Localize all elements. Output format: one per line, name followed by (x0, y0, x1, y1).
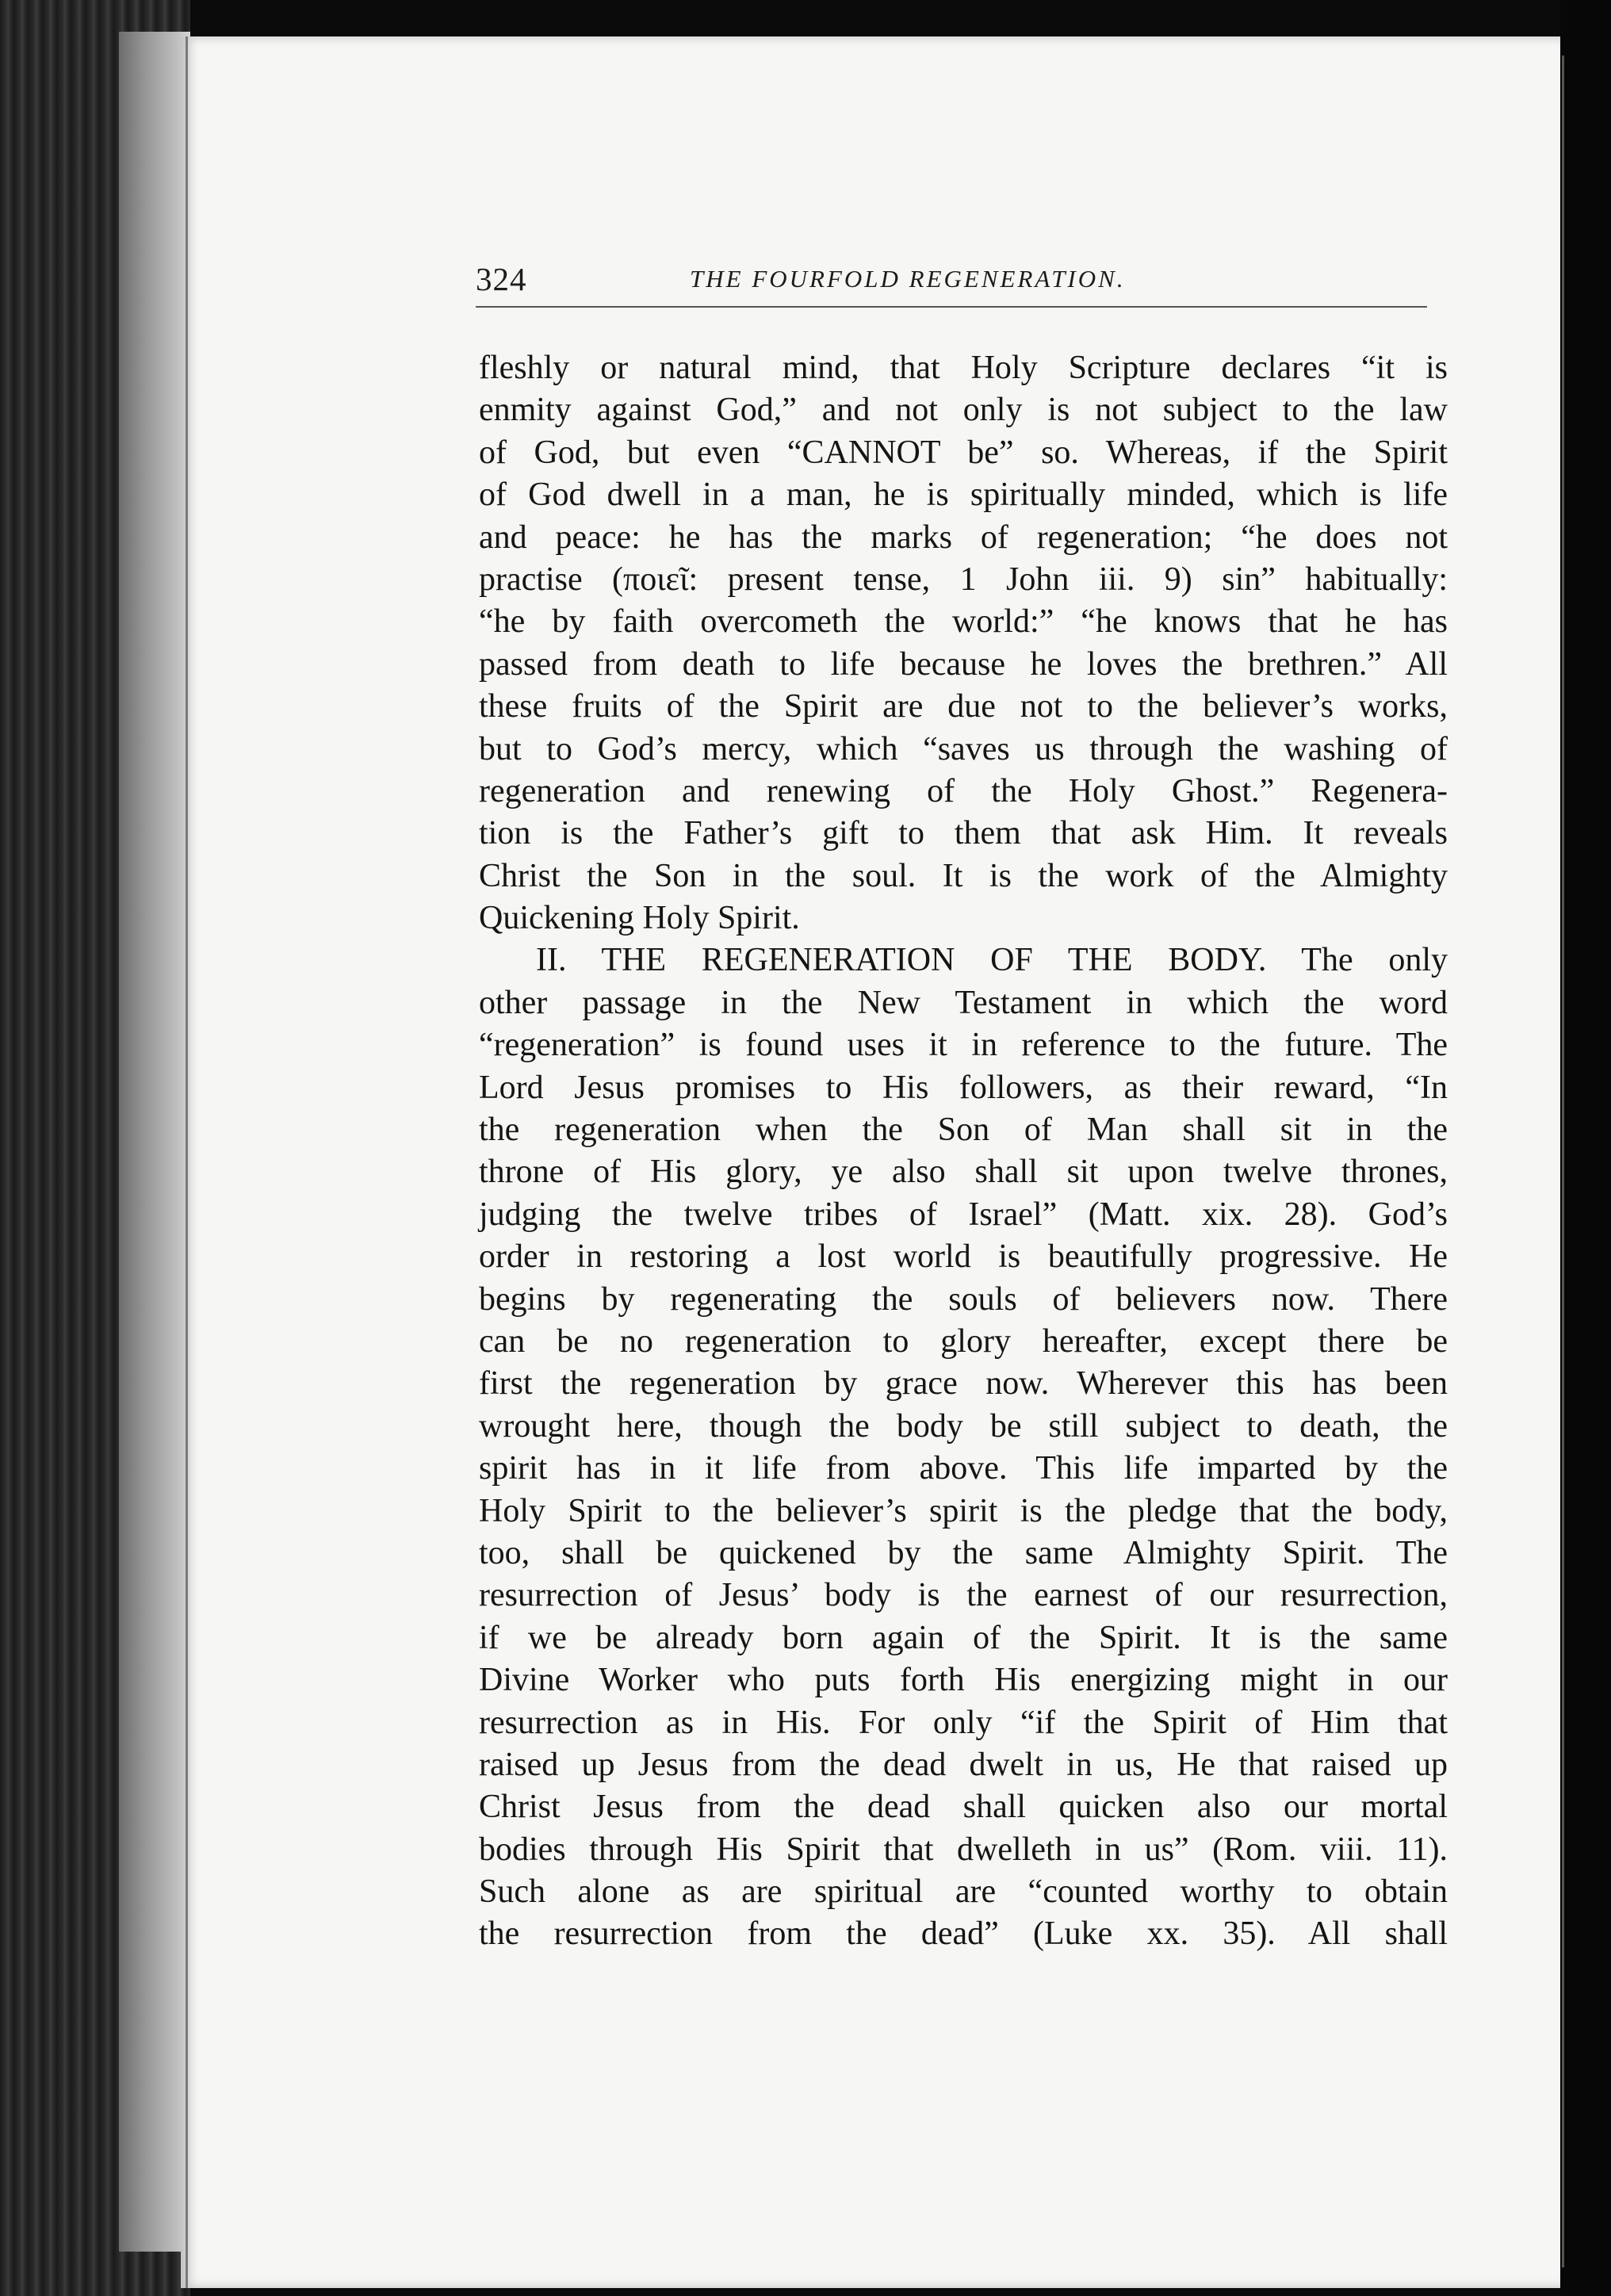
text-line: throne of His glory, ye also shall sit upon twelve thrones, (479, 1154, 1448, 1191)
text-line: passed from death to life because he loves the brethren.” All (479, 645, 1448, 683)
text-line: the regeneration when the Son of Man shall sit in the (479, 1112, 1448, 1149)
text-line: enmity against God,” and not only is not subject to the law (479, 392, 1448, 429)
text-line: regeneration and renewing of the Holy Ghost.” Regenera- (479, 772, 1448, 809)
text-line: raised up Jesus from the dead dwelt in us, He that raised up (479, 1746, 1448, 1783)
text-line: of God, but even “CANNOT be” so. Whereas, if the Spirit (479, 434, 1448, 471)
text-line: order in restoring a lost world is beautifully progressive. He (479, 1238, 1448, 1276)
text-line: of God dwell in a man, he is spiritually minded, which is life (479, 476, 1448, 514)
text-line: other passage in the New Testament in which the word (479, 984, 1448, 1021)
text-line: and peace: he has the marks of regeneration; “he does not (479, 519, 1448, 556)
text-line: Christ Jesus from the dead shall quicken also our mortal (479, 1789, 1448, 1826)
text-line: the resurrection from the dead” (Luke xx. 35). All shall (479, 1915, 1448, 1953)
text-line: Christ the Son in the soul. It is the work of the Almighty (479, 857, 1448, 894)
header-rule (476, 306, 1427, 308)
text-line: if we be already born again of the Spirit. It is the same (479, 1619, 1448, 1656)
section-heading-line: II. THE REGENERATION OF THE BODY. The only (536, 942, 1448, 979)
text-line: but to God’s mercy, which “saves us through the washing of (479, 730, 1448, 767)
body-text (479, 347, 1448, 1956)
running-header (476, 260, 1427, 308)
text-line: Holy Spirit to the believer’s spirit is the pledge that the body, (479, 1492, 1448, 1529)
text-line: tion is the Father’s gift to them that ask Him. It reveals (479, 815, 1448, 852)
text-line: judging the twelve tribes of Israel” (Matt. xix. 28). God’s (479, 1196, 1448, 1233)
text-line: practise (ποιεῖ: present tense, 1 John iii. 9) sin” habitually: (479, 561, 1448, 598)
text-line: fleshly or natural mind, that Holy Scripture declares “it is (479, 350, 1448, 386)
text-line: Quickening Holy Spirit. (479, 900, 800, 937)
text-line: resurrection as in His. For only “if the Spirit of Him that (479, 1704, 1448, 1741)
text-line: Lord Jesus promises to His followers, as their reward, “In (479, 1069, 1448, 1106)
text-line: first the regeneration by grace now. Wherever this has been (479, 1365, 1448, 1402)
text-line: wrought here, though the body be still subject to death, the (479, 1407, 1448, 1445)
text-line: can be no regeneration to glory hereafter, except there be (479, 1322, 1448, 1360)
text-line: too, shall be quickened by the same Almighty Spirit. The (479, 1534, 1448, 1571)
text-line: resurrection of Jesus’ body is the earnest of our resurrection, (479, 1577, 1448, 1614)
text-line: bodies through His Spirit that dwelleth in us” (Rom. viii. 11). (479, 1831, 1448, 1868)
page-edges (0, 0, 190, 2296)
text-line: “regeneration” is found uses it in reference to the future. The (479, 1027, 1448, 1064)
text-line: spirit has in it life from above. This life imparted by the (479, 1450, 1448, 1487)
page-number: 324 (476, 261, 527, 297)
text-line: Such alone as are spiritual are “counted worthy to obtain (479, 1873, 1448, 1911)
text-line: Divine Worker who puts forth His energizing might in our (479, 1662, 1448, 1699)
running-title: THE FOURFOLD REGENERATION. (690, 265, 1126, 293)
text-line: begins by regenerating the souls of believers now. There (479, 1280, 1448, 1318)
text-line: these fruits of the Spirit are due not to the believer’s works, (479, 688, 1448, 725)
text-line: “he by faith overcometh the world:” “he knows that he has (479, 603, 1448, 641)
facing-page-edge (1560, 0, 1611, 2296)
